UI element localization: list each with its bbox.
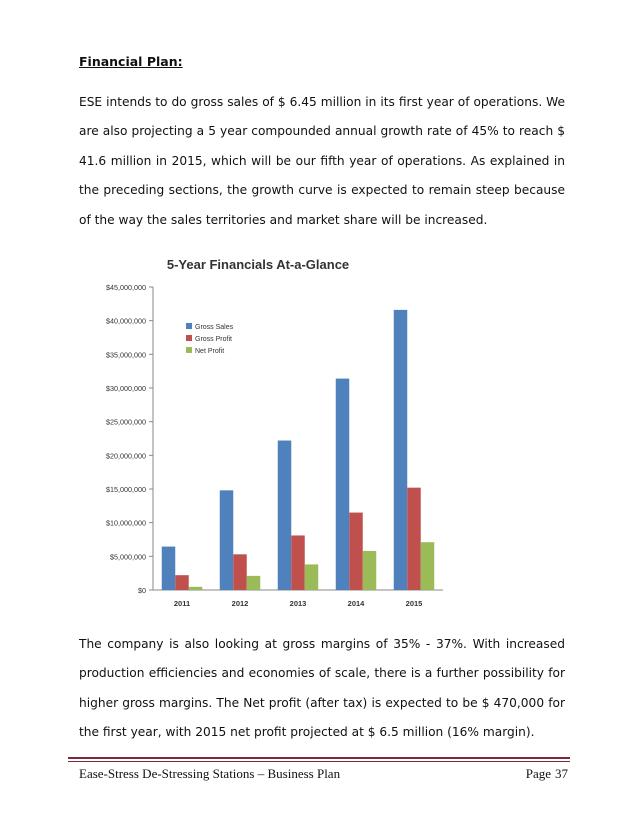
legend-swatch bbox=[186, 347, 192, 353]
bar-gross-sales bbox=[394, 310, 408, 590]
bar-gross-profit bbox=[291, 535, 305, 590]
bar-gross-profit bbox=[175, 575, 189, 590]
x-tick-label: 2012 bbox=[231, 599, 249, 608]
y-tick-label: $5,000,000 bbox=[110, 552, 146, 562]
bar-net-profit bbox=[305, 564, 319, 590]
legend-swatch bbox=[186, 335, 192, 341]
legend-label: Net Profit bbox=[195, 348, 225, 355]
bar-gross-sales bbox=[336, 379, 350, 590]
y-tick-label: $20,000,000 bbox=[106, 451, 146, 461]
financials-chart bbox=[78, 250, 448, 612]
page-label: Page bbox=[525, 766, 551, 781]
y-tick-label: $40,000,000 bbox=[106, 316, 146, 326]
page-number: 37 bbox=[555, 766, 568, 781]
bar-gross-profit bbox=[407, 488, 421, 590]
bar-gross-sales bbox=[220, 490, 234, 590]
bar-gross-sales bbox=[162, 547, 176, 590]
x-tick-label: 2015 bbox=[405, 599, 423, 608]
chart-title: 5-Year Financials At-a-Glance bbox=[166, 257, 350, 272]
legend-label: Gross Sales bbox=[195, 324, 234, 331]
footer-rule-thin bbox=[68, 761, 570, 762]
y-tick-label: $0 bbox=[138, 586, 146, 595]
bar-net-profit bbox=[363, 551, 377, 590]
y-tick-label: $45,000,000 bbox=[106, 283, 146, 292]
legend-label: Gross Profit bbox=[195, 336, 232, 343]
bar-net-profit bbox=[189, 587, 203, 590]
bar-net-profit bbox=[247, 576, 261, 590]
footer-document-title: Ease-Stress De-Stressing Stations – Business Plan bbox=[79, 766, 341, 781]
y-tick-label: $30,000,000 bbox=[106, 384, 146, 393]
footer-page-number bbox=[522, 766, 568, 782]
x-tick-label: 2013 bbox=[289, 599, 307, 608]
section-heading: Financial Plan: bbox=[79, 54, 183, 69]
x-tick-label: 2014 bbox=[347, 599, 365, 608]
footer-rule bbox=[68, 757, 570, 759]
legend-swatch bbox=[186, 323, 192, 329]
margins-paragraph: The company is also looking at gross margins of 35% - 37%. With increased production efficiencies and economies of scale, there is a further possibility for higher gross margins. The Net profit (after tax) is expected to be $ 470,000 for the first year, with 2015 net profit projected at $ 6.5 million (16% margin). bbox=[79, 637, 565, 740]
bar-gross-profit bbox=[349, 513, 363, 590]
bar-gross-sales bbox=[278, 441, 292, 590]
y-tick-label: $35,000,000 bbox=[106, 350, 146, 360]
y-tick-label: $25,000,000 bbox=[106, 417, 146, 427]
x-tick-label: 2011 bbox=[173, 599, 191, 608]
y-tick-label: $10,000,000 bbox=[106, 518, 146, 528]
y-tick-label: $15,000,000 bbox=[106, 485, 146, 494]
intro-paragraph: ESE intends to do gross sales of $ 6.45 million in its first year of operations. We are also projecting a 5 year compounded annual growth rate of 45% to reach $ 41.6 million in 2015, which will be our fifth year of operations. As explained in the preceding sections, the growth curve is expected to remain steep because of the way the sales territories and market share will be increased. bbox=[79, 95, 565, 227]
bar-net-profit bbox=[421, 542, 435, 590]
bar-gross-profit bbox=[233, 554, 247, 590]
